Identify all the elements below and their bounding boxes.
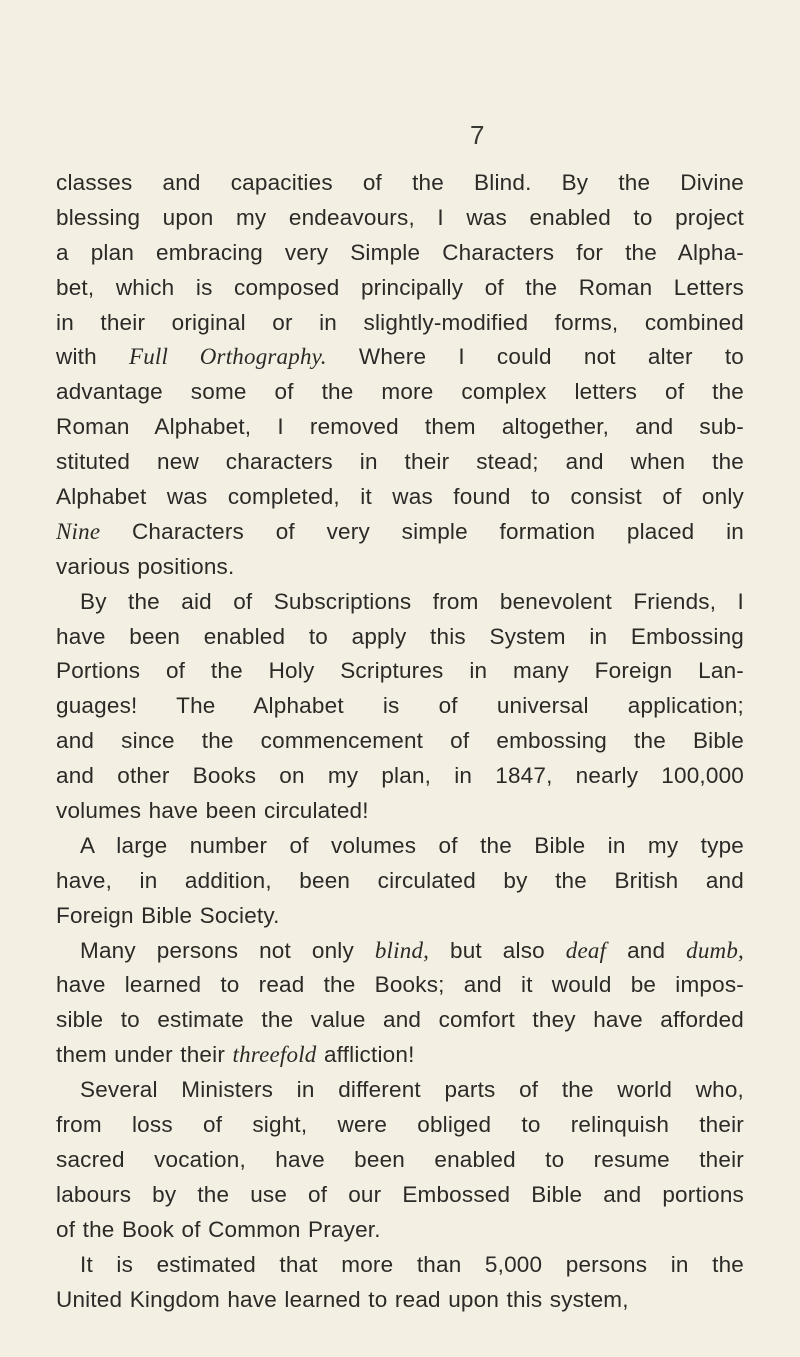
italic-phrase: threefold [232, 1042, 317, 1068]
text-line: advantage some of the more complex letters of the [56, 379, 744, 405]
text-line: have been enabled to apply this System in Embossing [56, 623, 744, 649]
text-line: Nine Characters of very simple formation placed in [56, 518, 744, 544]
text-line: have, in addition, been circulated by the British and [56, 867, 744, 893]
text-line: blessing upon my endeavours, I was enabled to project [56, 204, 744, 230]
text-line: in their original or in slightly-modified forms, combined [56, 309, 744, 335]
text-line: stituted new characters in their stead; and when the [56, 449, 744, 475]
text-line: United Kingdom have learned to read upon this system, [56, 1286, 629, 1312]
text-line: and other Books on my plan, in 1847, nearly 100,000 [56, 763, 744, 789]
text-line: Foreign Bible Society. [56, 902, 280, 928]
text-line: Many persons not only blind, but also deaf and dumb, [80, 937, 745, 963]
italic-phrase: Nine [56, 518, 101, 544]
text-line: of the Book of Common Prayer. [56, 1216, 381, 1242]
text-line: guages! The Alphabet is of universal application; [56, 693, 744, 719]
text-line: sacred vocation, have been enabled to resume their [56, 1146, 744, 1172]
text-line: Portions of the Holy Scriptures in many Foreign Lan- [56, 658, 744, 684]
italic-phrase: dumb, [686, 937, 745, 963]
page-number: 7 [470, 120, 485, 150]
text-line: have learned to read the Books; and it would be impos- [56, 972, 744, 998]
italic-phrase: Full Orthography. [128, 344, 327, 370]
text-line: labours by the use of our Embossed Bible and portions [56, 1181, 744, 1207]
body-text [56, 166, 744, 1317]
text-line: with Full Orthography. Where I could not alter to [56, 344, 744, 370]
text-line: Roman Alphabet, I removed them altogether, and sub- [56, 414, 744, 440]
text-line: classes and capacities of the Blind. By the Divine [56, 170, 744, 195]
text-line: them under their threefold affliction! [56, 1042, 415, 1068]
text-line: bet, which is composed principally of the Roman Letters [56, 274, 744, 300]
text-line: By the aid of Subscriptions from benevolent Friends, I [80, 588, 744, 614]
text-line: from loss of sight, were obliged to relinquish their [56, 1112, 744, 1138]
text-line: Several Ministers in different parts of the world who, [80, 1077, 744, 1103]
text-line: sible to estimate the value and comfort they have afforded [56, 1007, 744, 1033]
text-line: various positions. [56, 553, 235, 579]
text-line: It is estimated that more than 5,000 persons in the [80, 1251, 744, 1277]
text-line: and since the commencement of embossing the Bible [56, 728, 744, 754]
text-line: a plan embracing very Simple Characters for the Alpha- [56, 239, 744, 265]
italic-phrase: deaf [565, 937, 607, 963]
italic-phrase: blind, [374, 937, 430, 963]
text-line: A large number of volumes of the Bible in my type [80, 832, 744, 858]
text-line: volumes have been circulated! [56, 798, 369, 824]
text-line: Alphabet was completed, it was found to consist of only [56, 484, 744, 510]
